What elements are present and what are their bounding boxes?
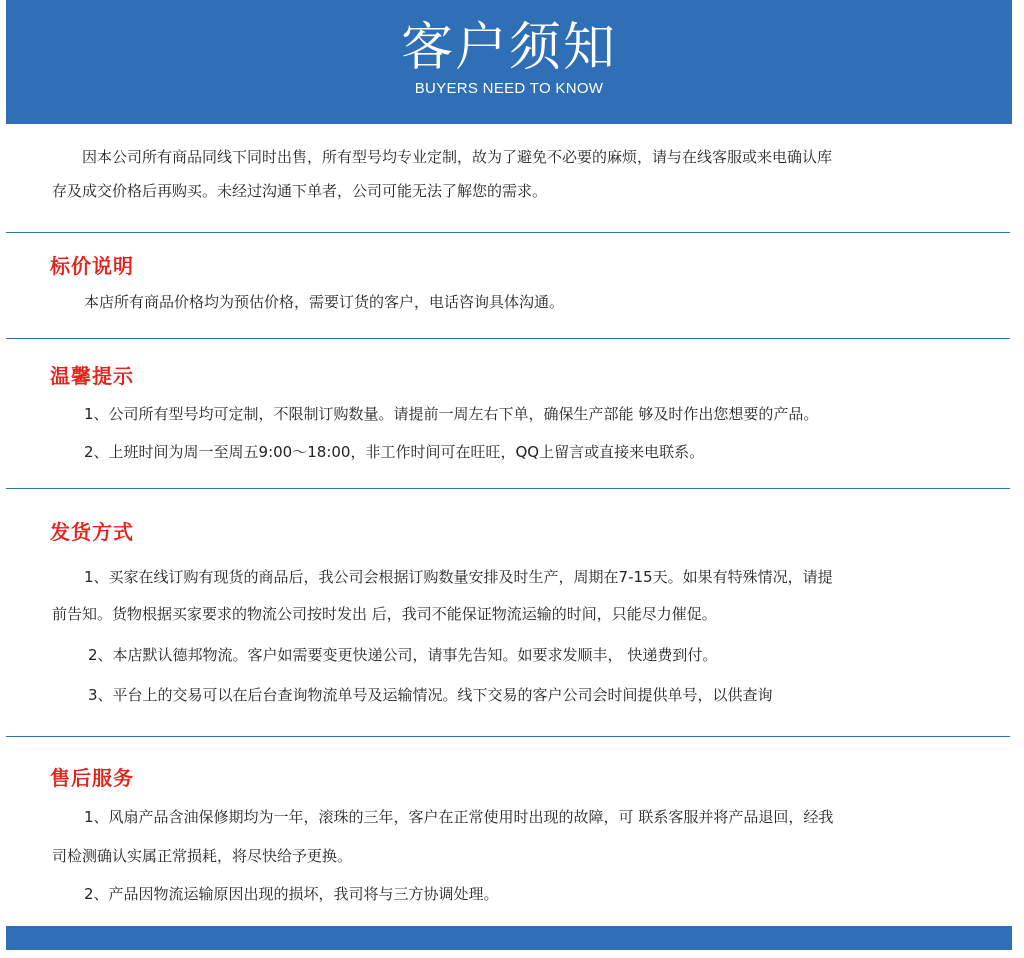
section-title-pricing: 标价说明 bbox=[50, 254, 134, 278]
intro-line: 因本公司所有商品同线下同时出售，所有型号均专业定制，故为了避免不必要的麻烦，请与在线客服或来电确认库 bbox=[82, 148, 833, 166]
section-divider bbox=[6, 338, 1010, 339]
shipping-item-1: 1、买家在线订购有现货的商品后，我公司会根据订购数量安排及时生产，周期在7-15天。如果有特殊情况，请提 bbox=[84, 568, 833, 586]
tips-item-1: 1、公司所有型号均可定制，不限制订购数量。请提前一周左右下单，确保生产部能 够及时作出您想要的产品。 bbox=[84, 405, 819, 423]
aftersales-item-1-cont: 司检测确认实属正常损耗，将尽快给予更换。 bbox=[52, 847, 353, 865]
shipping-item-1-cont: 前告知。货物根据买家要求的物流公司按时发出 后，我司不能保证物流运输的时间，只能尽力催促。 bbox=[52, 605, 717, 623]
section-title-aftersales: 售后服务 bbox=[50, 766, 134, 790]
tips-item-2: 2、上班时间为周一至周五9:00～18:00，非工作时间可在旺旺，QQ上留言或直接来电联系。 bbox=[84, 443, 705, 461]
aftersales-item-1: 1、风扇产品含油保修期均为一年，滚珠的三年，客户在正常使用时出现的故障，可 联系客服并将产品退回，经我 bbox=[84, 808, 834, 826]
section-divider bbox=[6, 736, 1010, 737]
section-divider bbox=[6, 488, 1010, 489]
pricing-text: 本店所有商品价格均为预估价格，需要订货的客户，电话咨询具体沟通。 bbox=[84, 293, 565, 311]
shipping-item-2: 2、本店默认德邦物流。客户如需要变更快递公司，请事先告知。如要求发顺丰， 快递费到付。 bbox=[88, 646, 718, 664]
section-title-tips: 温馨提示 bbox=[50, 364, 134, 388]
section-title-shipping: 发货方式 bbox=[50, 520, 134, 544]
footer-banner bbox=[6, 926, 1012, 950]
aftersales-item-2: 2、产品因物流运输原因出现的损坏，我司将与三方协调处理。 bbox=[84, 885, 499, 903]
section-divider bbox=[6, 232, 1010, 233]
shipping-item-3: 3、平台上的交易可以在后台查询物流单号及运输情况。线下交易的客户公司会时间提供单号，以供查询 bbox=[88, 686, 773, 704]
intro-paragraph bbox=[52, 140, 982, 208]
page-title: 客户须知 bbox=[400, 18, 617, 78]
page-subtitle: BUYERS NEED TO KNOW bbox=[414, 80, 604, 97]
intro-line: 存及成交价格后再购买。未经过沟通下单者，公司可能无法了解您的需求。 bbox=[52, 182, 548, 200]
header-banner bbox=[6, 0, 1012, 124]
